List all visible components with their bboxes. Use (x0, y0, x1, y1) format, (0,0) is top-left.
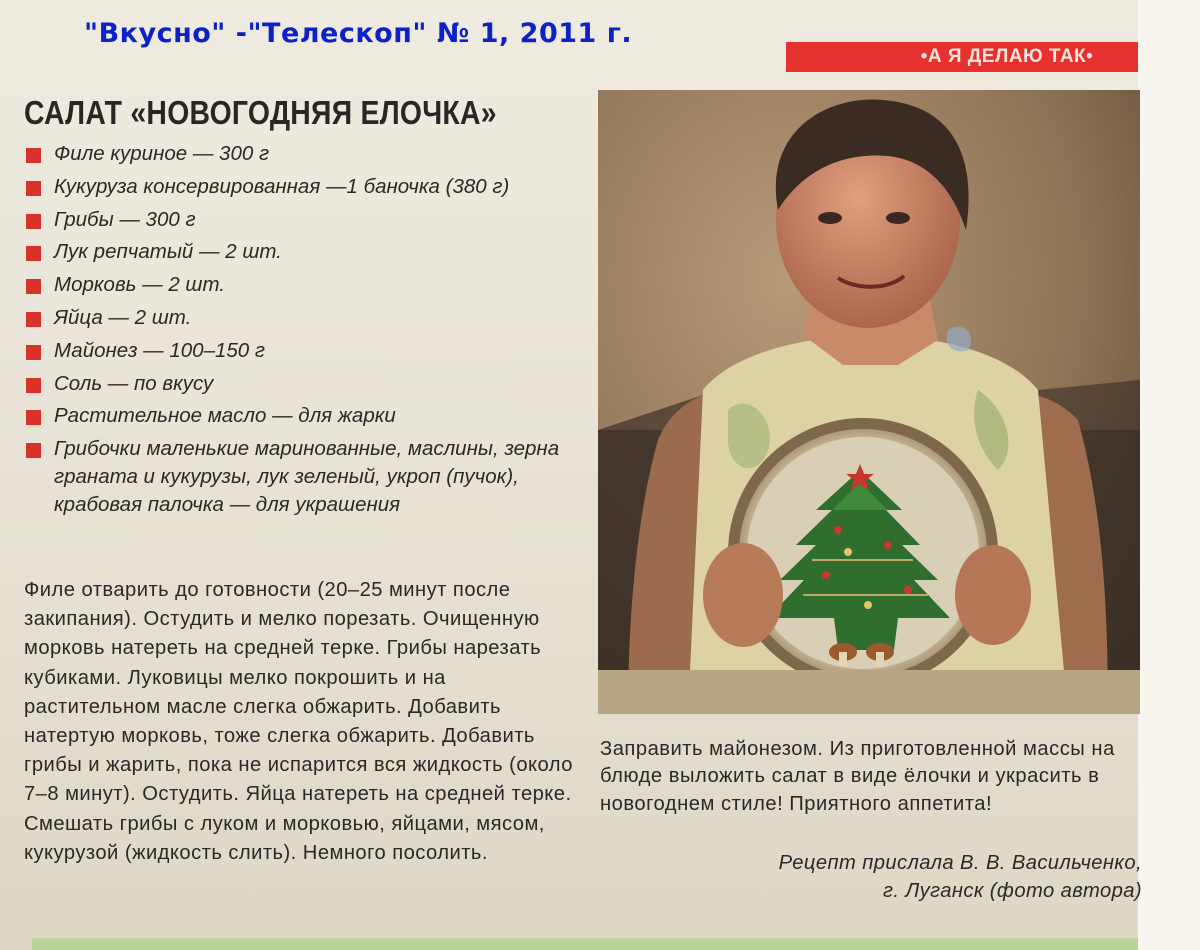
ingredient-text: Грибы — 300 г (54, 207, 196, 231)
ingredient-text: Майонез — 100–150 г (54, 338, 265, 362)
ingredient-item (24, 206, 584, 234)
ingredient-item (24, 402, 584, 430)
ingredient-item (24, 337, 584, 365)
page-edge (1138, 0, 1200, 950)
ingredient-list (24, 140, 584, 524)
rubric-label: •А Я ДЕЛАЮ ТАК• (920, 46, 1094, 67)
ingredient-item (24, 238, 584, 266)
credit-location: г. Луганск (фото автора) (882, 880, 1142, 902)
credit-author: Рецепт прислала В. В. Васильченко, (778, 852, 1142, 874)
article-title: САЛАТ «НОВОГОДНЯЯ ЕЛОЧКА» (24, 94, 497, 131)
ingredient-text: Кукуруза консервированная —1 баночка (380 г) (54, 174, 510, 198)
bullet-square-icon (26, 214, 41, 229)
bullet-square-icon (26, 345, 41, 360)
ingredient-item (24, 304, 584, 332)
ingredient-text: Лук репчатый — 2 шт. (54, 240, 282, 264)
bullet-square-icon (26, 148, 41, 163)
author-photo (598, 90, 1140, 714)
ingredient-item (24, 370, 584, 398)
bullet-square-icon (26, 312, 41, 327)
rubric-banner (786, 42, 1138, 72)
bullet-square-icon (26, 246, 41, 261)
method-text: Филе отварить до готовности (20–25 минут после закипания). Остудить и мелко порезать. Очищенную морковь натереть на средней терке. Грибы нарезать кубиками. Луковицы мелко покрошить и на растительном масле слегка обжарить. Добавить натертую морковь, тоже слегка обжарить. Добавить грибы и жарить, пока не испарится вся жидкость (около 7–8 минут). Остудить. Яйца натереть на средней терке. Смешать грибы с луком и морковью, яйцами, мясом, кукурузой (жидкость слить). Немного посолить. (24, 579, 573, 864)
bullet-square-icon (26, 279, 41, 294)
bullet-square-icon (26, 181, 41, 196)
ingredient-text: Морковь — 2 шт. (54, 273, 225, 297)
bullet-square-icon (26, 378, 41, 393)
bullet-square-icon (26, 443, 41, 458)
ingredient-item (24, 173, 584, 201)
ingredient-item (24, 140, 584, 168)
photo-illustration (598, 90, 1140, 714)
ingredient-text: Растительное масло — для жарки (54, 404, 396, 428)
author-credit (682, 849, 1142, 905)
ingredient-item (24, 435, 584, 519)
next-section-band (32, 938, 1138, 950)
ingredient-text: Соль — по вкусу (54, 371, 214, 395)
ingredient-text: Грибочки маленькие маринованные, маслины, зерна граната и кукурузы, лук зеленый, укроп (пучок), крабовая палочка — для украшения (54, 437, 560, 517)
bullet-square-icon (26, 410, 41, 425)
source-caption: "Вкусно" -"Телескоп" № 1, 2011 г. (84, 18, 633, 49)
method-text-continued: Заправить майонезом. Из приготовленной массы на блюде выложить салат в виде ёлочки и украсить в новогоднем стиле! Приятного аппетита! (600, 738, 1115, 815)
ingredient-item (24, 271, 584, 299)
ingredient-text: Яйца — 2 шт. (54, 305, 192, 329)
ingredient-text: Филе куриное — 300 г (54, 142, 270, 165)
